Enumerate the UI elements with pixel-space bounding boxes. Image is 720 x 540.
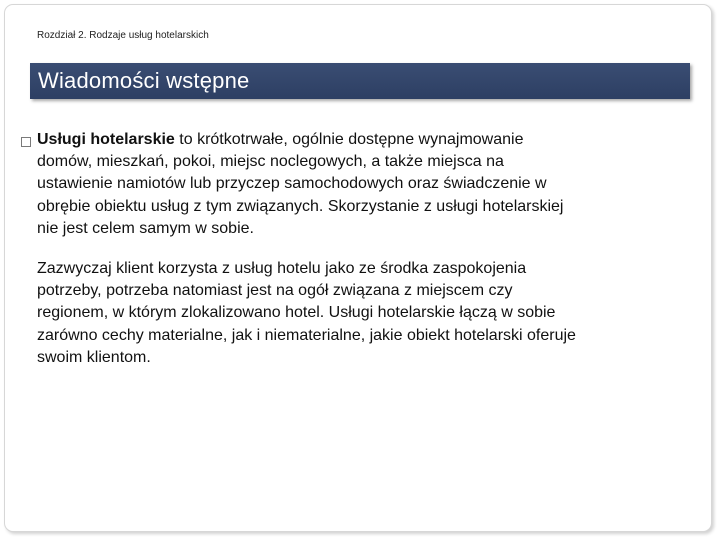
paragraph-line: domów, mieszkań, pokoi, miejsc noclegowych, a także miejsca na bbox=[37, 153, 504, 171]
paragraph-line: ustawienie namiotów lub przyczep samochodowych oraz świadczenie w bbox=[37, 175, 547, 193]
paragraph-line: obrębie obiektu usług z tym związanych. Skorzystanie z usługi hotelarskiej bbox=[37, 197, 564, 215]
bold-term: Usługi hotelarskie bbox=[37, 131, 175, 148]
paragraph-line: zarówno cechy materialne, jak i niematerialne, jakie obiekt hotelarski oferuje bbox=[37, 326, 576, 344]
square-bullet-icon bbox=[21, 137, 31, 147]
paragraph-line: nie jest celem samym w sobie. bbox=[37, 219, 254, 237]
paragraph-line bbox=[37, 129, 563, 151]
paragraph-line: swoim klientom. bbox=[37, 348, 151, 366]
line-text: to krótkotrwałe, ogólnie dostępne wynajmowanie bbox=[174, 131, 524, 148]
title-bar bbox=[30, 63, 690, 99]
paragraph-line: potrzeby, potrzeba natomiast jest na ogół związana z miejscem czy bbox=[37, 282, 513, 300]
chapter-label: Rozdział 2. Rodzaje usług hotelarskich bbox=[37, 30, 209, 41]
slide-title: Wiadomości wstępne bbox=[38, 68, 250, 93]
paragraph-definition bbox=[37, 129, 563, 240]
paragraph-line: Zazwyczaj klient korzysta z usług hotelu jako ze środka zaspokojenia bbox=[37, 260, 527, 277]
paragraph-explanation bbox=[37, 258, 576, 369]
paragraph-line: regionem, w którym zlokalizowano hotel. Usługi hotelarskie łączą w sobie bbox=[37, 304, 556, 322]
